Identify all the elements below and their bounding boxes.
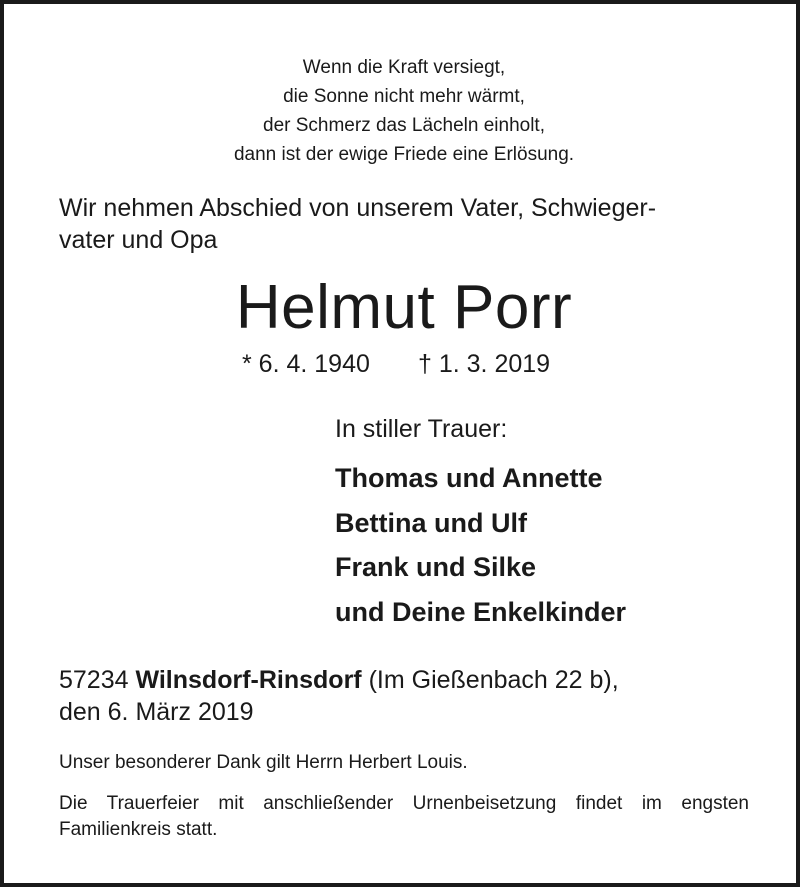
intro-line: Wir nehmen Abschied von unserem Vater, Schwieger-	[59, 194, 657, 222]
intro-line: vater und Opa	[59, 226, 218, 254]
death-date: † 1. 3. 2019	[418, 350, 551, 378]
postcode: 57234	[59, 666, 129, 694]
poem-line: die Sonne nicht mehr wärmt,	[283, 86, 525, 107]
address-block	[59, 664, 749, 728]
mourner: Frank und Silke	[335, 552, 537, 582]
mourner: Thomas und Annette	[335, 463, 603, 493]
mourner: Bettina und Ulf	[335, 507, 527, 538]
mourning-label: In stiller Trauer:	[335, 415, 508, 443]
street: (Im Gießenbach 22 b),	[368, 666, 619, 694]
poem-line: dann ist der ewige Friede eine Erlösung.	[233, 144, 575, 165]
poem-line: Wenn die Kraft versiegt,	[302, 57, 506, 78]
city: Wilnsdorf-Rinsdorf	[135, 666, 362, 694]
poem-line: der Schmerz das Lächeln einholt,	[263, 115, 545, 136]
funeral-text: Die Trauerfeier mit anschließender Urnenbeisetzung findet im engsten Familienkreis statt.	[59, 793, 749, 840]
thanks-text: Unser besonderer Dank gilt Herrn Herbert Louis.	[59, 752, 468, 773]
poem	[4, 53, 800, 169]
birth-date: * 6. 4. 1940	[242, 350, 370, 378]
notice-date: den 6. März 2019	[59, 698, 254, 726]
mourner: und Deine Enkelkinder	[335, 596, 627, 627]
intro-text	[59, 192, 749, 256]
mourners-list	[335, 456, 626, 634]
deceased-name: Helmut Porr	[235, 273, 573, 342]
